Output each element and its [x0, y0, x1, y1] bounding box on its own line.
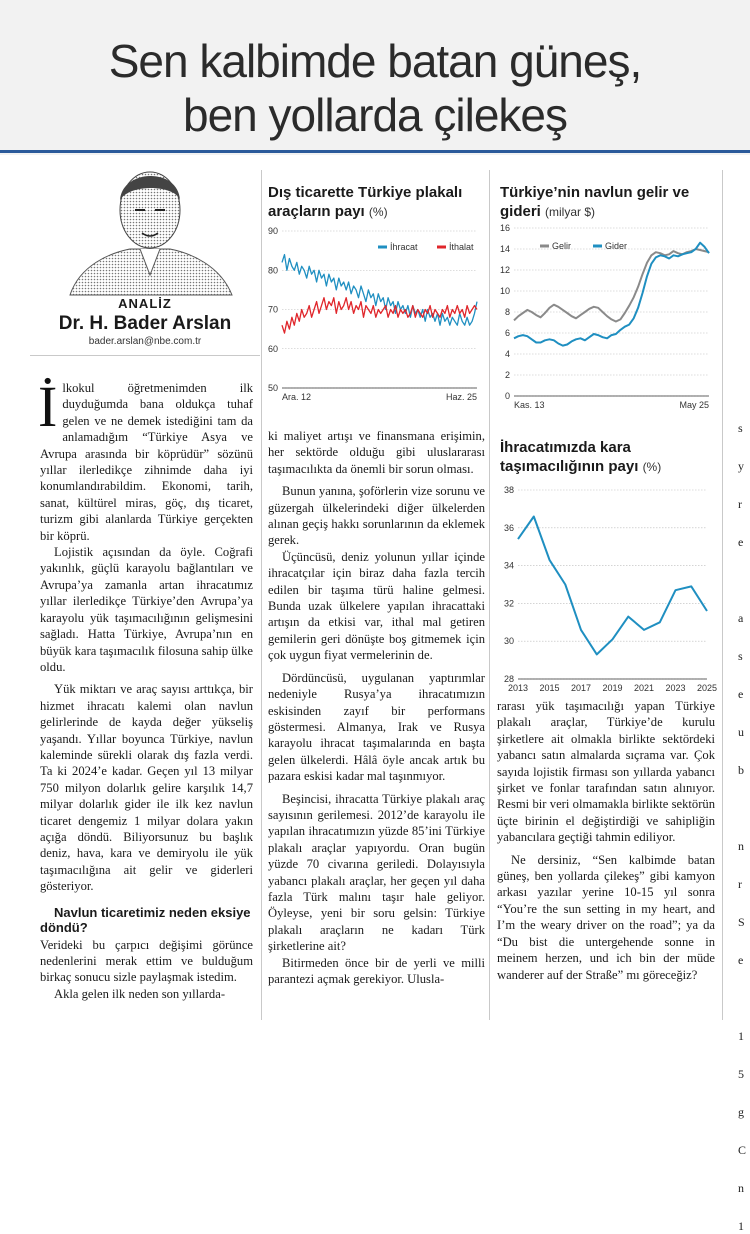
headline-line-1: Sen kalbimde batan güneş,: [108, 35, 642, 87]
headline-line-2: ben yollarda çilekeş: [182, 89, 567, 141]
subheading: Navlun ticaretimiz neden eksiye döndü?: [40, 904, 251, 935]
y-tick-label: 0: [504, 391, 510, 401]
y-tick-label: 4: [504, 349, 510, 359]
y-tick-label: 36: [503, 522, 514, 533]
chart-2-title: Türkiye’nin navlun gelir ve gideri (milyar $): [500, 184, 690, 220]
edge-fragment: 1: [738, 1029, 744, 1043]
edge-fragment: n: [738, 1181, 744, 1195]
x-tick-label: 2025: [696, 683, 718, 693]
edge-fragment: 5: [738, 1067, 744, 1081]
author-name: Dr. H. Bader Arslan: [58, 313, 232, 334]
adjacent-column-fragment: [726, 170, 750, 1233]
chart-1-title: Dış ticarette Türkiye plakalı araçların payı (%): [268, 184, 463, 220]
x-end-label: May 25: [679, 400, 709, 410]
column-divider: [722, 170, 723, 1020]
article-column-2: [268, 428, 485, 987]
legend-label: İthalat: [449, 242, 474, 252]
x-tick-label: 2013: [507, 683, 529, 693]
y-tick-label: 80: [267, 265, 278, 276]
column-divider: [261, 170, 262, 1020]
paragraph: Bitirmeden önce bir de yerli ve milli parantezi açmak gerekiyor. Ulusla-: [268, 955, 485, 986]
chart-2-unit: (milyar $): [545, 205, 596, 219]
x-tick-label: 2021: [633, 683, 655, 693]
y-tick-label: 50: [267, 383, 278, 393]
article-column-3: [497, 698, 715, 983]
byline-divider: [30, 355, 260, 356]
dropcap: İ: [38, 374, 58, 439]
edge-fragment: y: [738, 459, 744, 473]
y-tick-label: 16: [499, 223, 510, 233]
legend-label: İhracat: [390, 242, 418, 252]
y-tick-label: 10: [499, 286, 510, 296]
edge-fragment: e: [738, 687, 744, 701]
chart-3-title: İhracatımızda kara taşımacılığının payı (%): [500, 439, 662, 475]
y-tick-label: 38: [503, 485, 514, 495]
y-tick-label: 90: [267, 226, 278, 236]
edge-fragment: e: [738, 535, 744, 549]
chart-3-unit: (%): [642, 460, 662, 474]
edge-fragment: b: [738, 763, 744, 777]
paragraph: lkokul öğretmenimden ilk duyduğumda bana oldukça tuhaf gelen ve ne demek istediğini tam da anlamadığım “Türkiye Asya ve Avrupa arasında bir köprüdür” sözünü yıllar ilerledikçe zihnimde daha iyi konumlandırabildim. Ekonomi, tarih, sanat, kültürel miras, göç, dış ticaret, turizm gibi alanlarda Türkiye gerçekten bir köprü.: [40, 381, 253, 543]
y-tick-label: 14: [499, 244, 510, 254]
edge-fragment: a: [738, 611, 744, 625]
chart-3: [500, 480, 718, 695]
x-start-label: Kas. 13: [514, 400, 545, 410]
edge-fragment: s: [738, 649, 743, 663]
x-end-label: Haz. 25: [445, 392, 477, 402]
paragraph: Lojistik açısından da öyle. Coğrafi yakınlık, güçlü karayolu bağlantıları ve Avrupa’ya zamanla artan ihracatımız yıllar ilerledikçe Türkiye’den Avrupa’ya karayolu yük taşımacılığının gelişmesini sağladı. Hatta Türkiye, Avrupa’nın en büyük kara taşımacılık filosuna sahip ülke oldu.: [40, 545, 253, 674]
author-email[interactable]: bader.arslan@nbe.com.tr: [88, 336, 202, 347]
edge-fragment: r: [738, 877, 742, 891]
section-label: ANALİZ: [118, 296, 172, 311]
y-tick-label: 34: [503, 560, 514, 571]
y-tick-label: 70: [267, 304, 278, 315]
headline-rule: [0, 150, 750, 153]
x-tick-label: 2017: [570, 683, 592, 693]
series-line-1: [514, 249, 709, 322]
y-tick-label: 12: [499, 265, 510, 275]
y-tick-label: 2: [504, 370, 510, 380]
edge-fragment: e: [738, 953, 744, 967]
x-tick-label: 2023: [665, 683, 686, 693]
paragraph: ki maliyet artışı ve finansmana erişimin, her sektörde olduğu gibi uluslararası taşımacılıkta da önemli bir sorun olması.: [268, 429, 485, 476]
series-line-2: [514, 243, 709, 346]
paragraph: Üçüncüsü, deniz yolunun yıllar içinde ihracatçılar için biraz daha fazla tercih edilen bir taşıma türü haline gelmesi. Bunda uzak ülkelere yapılan ihracattaki artışın da etkisi var, ithal mal getiren gemilerin geri dönüşte boş gitmemek için çok uygun fiyat vermelerinin de.: [268, 549, 485, 663]
paragraph: Bunun yanına, şoförlerin vize sorunu ve güzergah ülkelerindeki diğer ülkelerden alınan geçiş hakkı sorunlarının da eklemek gerek.: [268, 484, 485, 548]
x-tick-label: 2019: [602, 683, 623, 693]
edge-fragment: C: [738, 1143, 747, 1157]
y-tick-label: 6: [504, 328, 510, 338]
edge-fragment: s: [738, 421, 743, 435]
series-line-2: [282, 298, 477, 333]
article-column-1: [38, 374, 253, 1002]
y-tick-label: 60: [267, 343, 278, 354]
author-portrait: [60, 155, 240, 295]
x-start-label: Ara. 12: [282, 392, 312, 402]
legend-label: Gelir: [552, 241, 572, 251]
paragraph: Beşincisi, ihracatta Türkiye plakalı araç sayısının gerilemesi. 2012’de karayolu ile yapılan ihracatımızın yüzde 85’ini Türkiye plakalı araçlar yapıyordu. Oran bugün yüzde 70 civarına geriledi. Dolayısıyla yabancı plakalı araçlar, her geçen yıl daha fazla Türk malını taşır hale geliyor. Öyleyse, yeni bir soru gelsin: Türkiye plakalı araçların ne kadarı Türk şirketlerine ait?: [268, 791, 485, 954]
edge-fragment: 1: [738, 1219, 744, 1233]
y-tick-label: 8: [504, 307, 510, 317]
paragraph: Akla gelen ilk neden son yıllarda-: [54, 986, 226, 1001]
y-tick-label: 28: [503, 674, 514, 684]
y-tick-label: 32: [503, 598, 514, 609]
edge-fragment: r: [738, 497, 742, 511]
edge-fragment: g: [738, 1105, 744, 1119]
edge-fragment: n: [738, 839, 744, 853]
paragraph: Ne dersiniz, “Sen kalbimde batan güneş, ben yollarda çilekeş” gibi kamyon arkası yazılar yerine 10-15 yıl sonra “You’re the sun setting in my heart, and I’m the weary driver on the road”; ya da “Du bist die untergehende sonne in meinem herzen, und ich bin der müde wanderer auf der Straße” mı göreceğiz?: [497, 852, 715, 982]
paragraph: Yük miktarı ve araç sayısı arttıkça, bir hizmet ihracatı kalemi olan navlun gelirlerinde de kayda değer yükseliş yaşandı. Yıllar boyunca Türkiye, navlun kaleminde sürekli olarak dış fazla verdi. Ta ki 2024’e kadar. Geçen yıl 13 milyar 750 milyon dolarlık gelire karşılık 14,7 milyar dolarlık gider ile ilk kez navlun ticaret dengemiz 1 milyar dolara yakın açığa döndü. Biliyorsunuz bu başlık deniz, hava, kara ve demiryolu ile yük taşımacılığına ait gelir ve giderleri gösteriyor.: [40, 682, 253, 894]
chart-1-unit: (%): [368, 205, 388, 219]
edge-fragment: S: [738, 915, 745, 929]
legend-label: Gider: [605, 241, 628, 251]
series-line-1: [518, 517, 707, 655]
chart-2: [500, 222, 715, 410]
x-tick-label: 2015: [539, 683, 560, 693]
headline: [0, 34, 750, 142]
y-tick-label: 30: [503, 636, 514, 647]
paragraph: rarası yük taşımacılığı yapan Türkiye plakalı araçlar, Türkiye’de kurulu şirketlere ait olmakla birlikte sektördeki yabancı satın almalarda sıçrama var. Çok sayıda lojistik firması son yıllarda yabancı şirket ve fonlar tarafından satın alınıyor. Resmi bir veri olmamakla birlikte sektörün üçte birinin el değiştirdiği ve sahipliğin yabancılara geçtiği tahmin ediliyor.: [497, 699, 715, 845]
edge-fragment: u: [738, 725, 744, 739]
chart-1: [268, 225, 483, 410]
paragraph: Verideki bu çarpıcı değişimi görünce nedenlerini merak ettim ve bulduğum birkaç sonucu sizle paylaşmak istedim.: [40, 937, 253, 985]
paragraph: Dördüncüsü, uygulanan yaptırımlar nedeniyle Rusya’ya ihracatımızın eskisinden zayıf bir performans göstermesi. Almanya, Irak ve Rusya karayolu ihracat taşımalarında en başta gelen ülkelerdi. Hâlâ öyle ancak artık bu pazara eskisi kadar mal taşınmıyor.: [268, 670, 485, 784]
column-divider: [489, 170, 490, 1020]
